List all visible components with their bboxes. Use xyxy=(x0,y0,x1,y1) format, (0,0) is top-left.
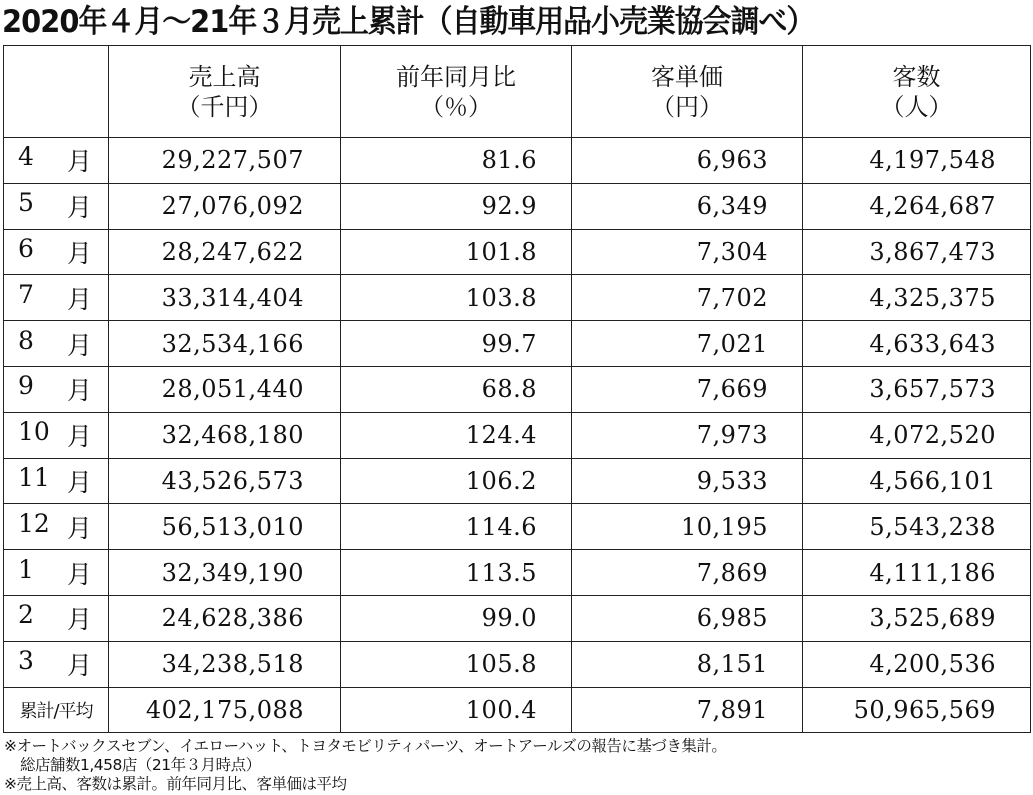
header-sales-label: 売上高 xyxy=(188,62,261,91)
yoy-cell: 106.2 xyxy=(341,458,572,504)
table-row xyxy=(4,641,1031,687)
month-cell xyxy=(4,595,109,641)
header-customers-label: 客数 xyxy=(892,62,941,91)
avg-spend-cell: 7,304 xyxy=(572,229,803,275)
avg-spend-cell: 6,985 xyxy=(572,595,803,641)
month-unit: 月 xyxy=(66,651,92,681)
month-number: 8 xyxy=(18,325,34,355)
month-cell xyxy=(4,641,109,687)
yoy-cell: 103.8 xyxy=(341,275,572,321)
table-row xyxy=(4,229,1031,275)
table-row xyxy=(4,366,1031,412)
month-number: 4 xyxy=(18,142,34,172)
sales-cell: 33,314,404 xyxy=(109,275,341,321)
customers-cell: 5,543,238 xyxy=(803,504,1031,550)
footnote-definitions: ※売上高、客数は累計。前年同月比、客単価は平均 xyxy=(4,775,347,793)
sales-cell: 29,227,507 xyxy=(109,138,341,184)
header-sales-unit: （千円） xyxy=(176,92,273,121)
table-row xyxy=(4,275,1031,321)
sales-cell: 56,513,010 xyxy=(109,504,341,550)
table-row xyxy=(4,183,1031,229)
month-number: 9 xyxy=(18,371,34,401)
month-cell xyxy=(4,229,109,275)
total-customers-cell: 50,965,569 xyxy=(803,687,1031,733)
sales-cell: 27,076,092 xyxy=(109,183,341,229)
avg-spend-cell: 7,021 xyxy=(572,321,803,367)
table-header-row xyxy=(4,46,1031,138)
table-row xyxy=(4,412,1031,458)
header-corner-cell xyxy=(4,46,109,138)
yoy-cell: 81.6 xyxy=(341,138,572,184)
month-cell xyxy=(4,504,109,550)
header-avg-spend xyxy=(572,46,803,138)
month-cell xyxy=(4,412,109,458)
month-number: 7 xyxy=(18,279,34,309)
customers-cell: 4,197,548 xyxy=(803,138,1031,184)
month-number: 1 xyxy=(18,554,34,584)
table-row xyxy=(4,595,1031,641)
sales-cell: 28,051,440 xyxy=(109,366,341,412)
header-yoy-label: 前年同月比 xyxy=(396,62,516,91)
yoy-cell: 113.5 xyxy=(341,550,572,596)
month-number: 3 xyxy=(18,646,34,676)
customers-cell: 4,325,375 xyxy=(803,275,1031,321)
customers-cell: 4,633,643 xyxy=(803,321,1031,367)
month-number: 6 xyxy=(18,233,34,263)
month-unit: 月 xyxy=(66,238,92,268)
customers-cell: 4,200,536 xyxy=(803,641,1031,687)
header-customers xyxy=(803,46,1031,138)
yoy-cell: 99.7 xyxy=(341,321,572,367)
table-row xyxy=(4,321,1031,367)
month-cell xyxy=(4,458,109,504)
avg-spend-cell: 7,869 xyxy=(572,550,803,596)
customers-cell: 3,867,473 xyxy=(803,229,1031,275)
sales-cell: 32,468,180 xyxy=(109,412,341,458)
month-unit: 月 xyxy=(66,422,92,452)
avg-spend-cell: 10,195 xyxy=(572,504,803,550)
yoy-cell: 99.0 xyxy=(341,595,572,641)
month-unit: 月 xyxy=(66,467,92,497)
yoy-cell: 114.6 xyxy=(341,504,572,550)
avg-spend-cell: 7,669 xyxy=(572,366,803,412)
total-sales-cell: 402,175,088 xyxy=(109,687,341,733)
month-unit: 月 xyxy=(66,605,92,635)
header-yoy-unit: （％） xyxy=(420,92,492,121)
month-number: 10 xyxy=(18,417,50,447)
table-body xyxy=(4,138,1031,733)
sales-cell: 34,238,518 xyxy=(109,641,341,687)
table-row xyxy=(4,550,1031,596)
total-label: 累計/平均 xyxy=(4,687,109,733)
customers-cell: 4,111,186 xyxy=(803,550,1031,596)
sales-cell: 28,247,622 xyxy=(109,229,341,275)
sales-cell: 43,526,573 xyxy=(109,458,341,504)
month-unit: 月 xyxy=(66,193,92,223)
customers-cell: 3,525,689 xyxy=(803,595,1031,641)
month-number: 11 xyxy=(18,462,50,492)
header-avg-spend-unit: （円） xyxy=(651,92,723,121)
sales-cell: 32,349,190 xyxy=(109,550,341,596)
month-cell xyxy=(4,275,109,321)
sales-table xyxy=(3,45,1031,733)
customers-cell: 4,264,687 xyxy=(803,183,1031,229)
table-row xyxy=(4,504,1031,550)
month-unit: 月 xyxy=(66,376,92,406)
total-yoy-cell: 100.4 xyxy=(341,687,572,733)
footnote-store-count: 総店舗数1,458店（21年３月時点） xyxy=(20,756,261,774)
month-unit: 月 xyxy=(66,330,92,360)
yoy-cell: 124.4 xyxy=(341,412,572,458)
avg-spend-cell: 7,702 xyxy=(572,275,803,321)
header-yoy xyxy=(341,46,572,138)
yoy-cell: 101.8 xyxy=(341,229,572,275)
header-avg-spend-label: 客単価 xyxy=(651,62,723,91)
sales-cell: 24,628,386 xyxy=(109,595,341,641)
month-cell xyxy=(4,138,109,184)
header-customers-unit: （人） xyxy=(880,92,953,121)
customers-cell: 4,566,101 xyxy=(803,458,1031,504)
total-avg-spend-cell: 7,891 xyxy=(572,687,803,733)
month-unit: 月 xyxy=(66,559,92,589)
yoy-cell: 105.8 xyxy=(341,641,572,687)
page-title: 2020年４月〜21年３月売上累計（自動車用品小売業協会調べ） xyxy=(2,4,815,40)
customers-cell: 4,072,520 xyxy=(803,412,1031,458)
avg-spend-cell: 6,349 xyxy=(572,183,803,229)
yoy-cell: 68.8 xyxy=(341,366,572,412)
yoy-cell: 92.9 xyxy=(341,183,572,229)
month-cell xyxy=(4,321,109,367)
total-row xyxy=(4,687,1031,733)
header-sales xyxy=(109,46,341,138)
sales-cell: 32,534,166 xyxy=(109,321,341,367)
avg-spend-cell: 6,963 xyxy=(572,138,803,184)
month-unit: 月 xyxy=(66,513,92,543)
month-cell xyxy=(4,183,109,229)
footnotes xyxy=(4,737,1030,794)
avg-spend-cell: 8,151 xyxy=(572,641,803,687)
month-number: 5 xyxy=(18,188,34,218)
table-row xyxy=(4,458,1031,504)
footnote-source: ※オートバックスセブン、イエローハット、トヨタモビリティパーツ、オートアールズの報告に基づき集計。 xyxy=(4,737,727,755)
avg-spend-cell: 7,973 xyxy=(572,412,803,458)
table-row xyxy=(4,138,1031,184)
avg-spend-cell: 9,533 xyxy=(572,458,803,504)
month-number: 2 xyxy=(18,600,34,630)
month-number: 12 xyxy=(18,508,50,538)
month-unit: 月 xyxy=(66,284,92,314)
customers-cell: 3,657,573 xyxy=(803,366,1031,412)
month-cell xyxy=(4,366,109,412)
month-cell xyxy=(4,550,109,596)
month-unit: 月 xyxy=(66,147,92,177)
